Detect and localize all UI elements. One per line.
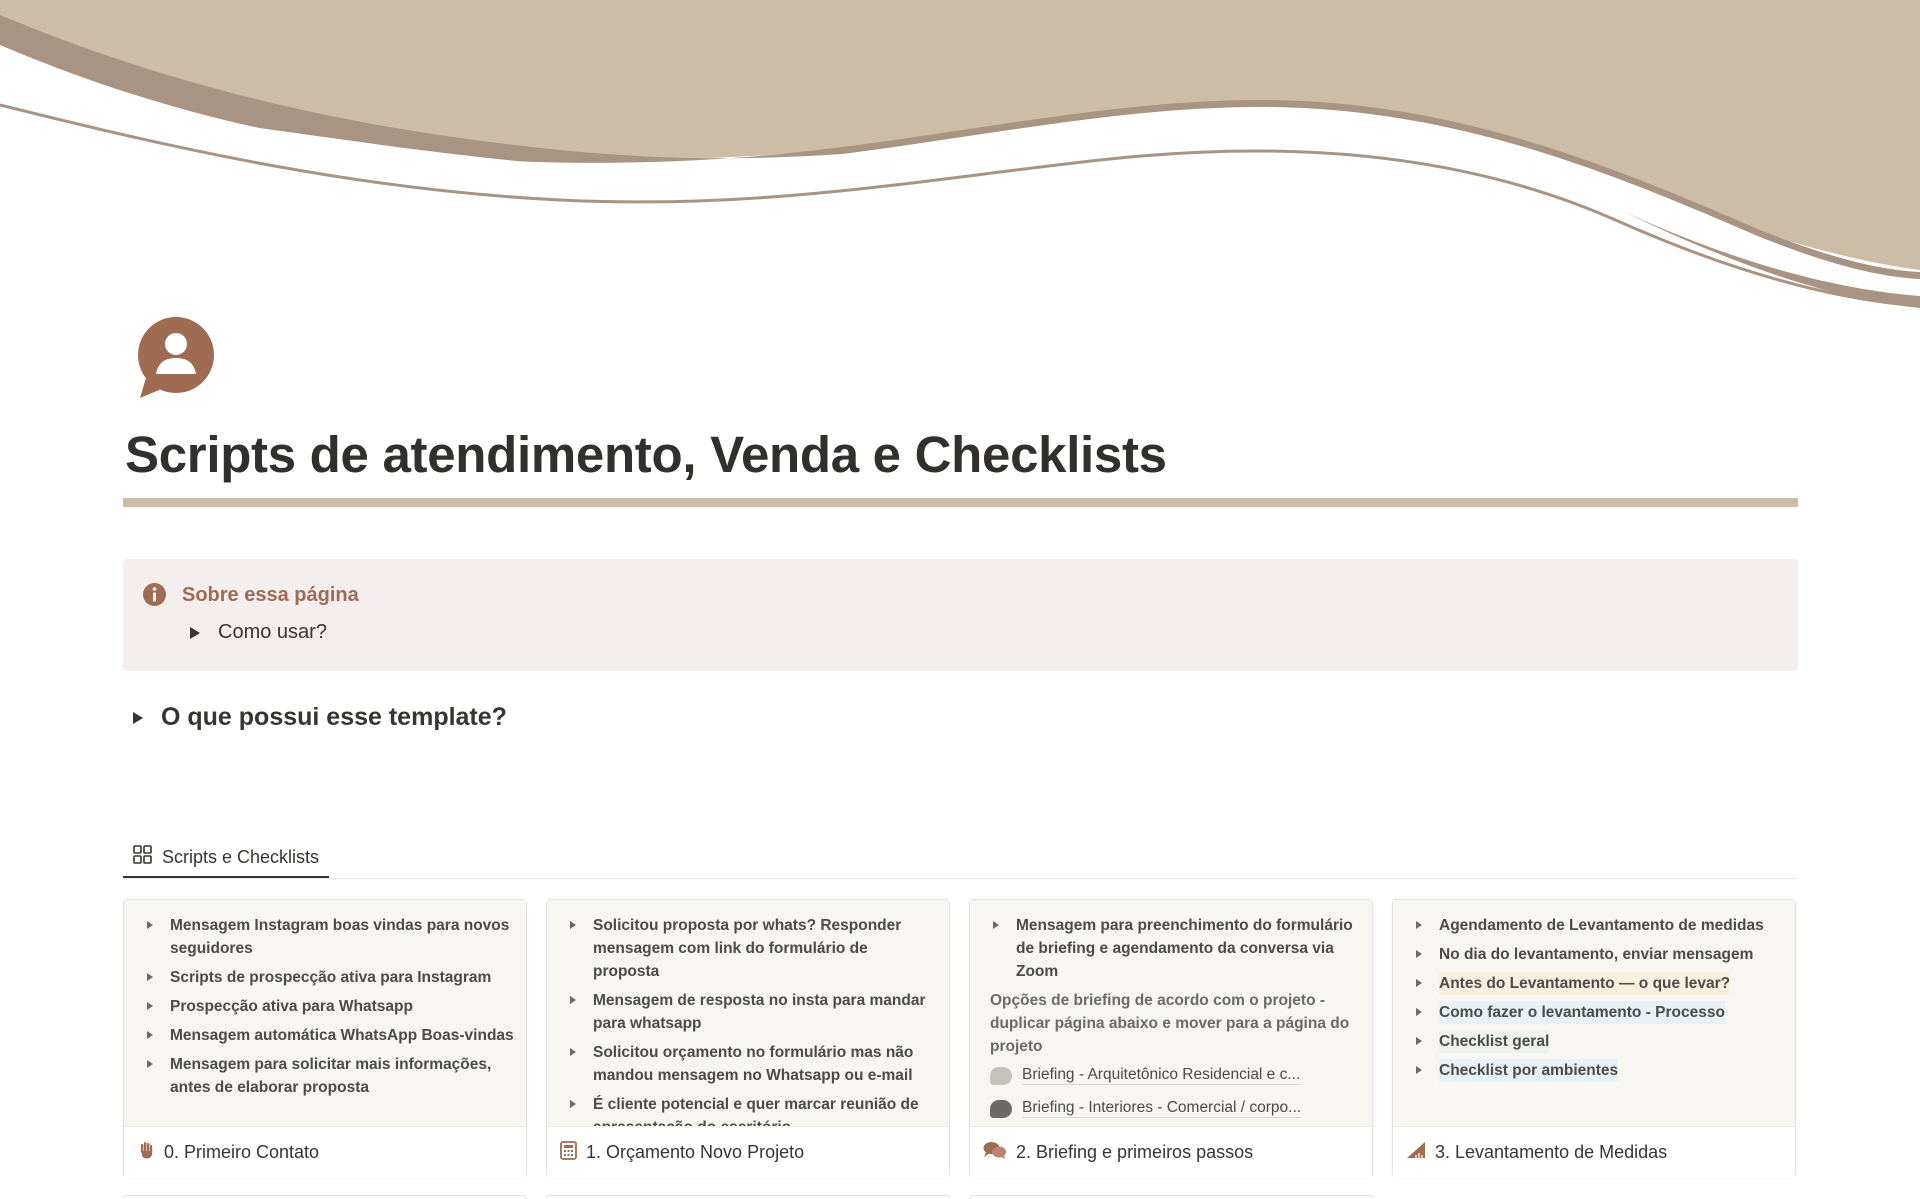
calculator-icon <box>560 1141 577 1165</box>
list-item: Mensagem de resposta no insta para mandar para whatsapp <box>567 989 937 1035</box>
toggle-arrow-icon <box>1416 1037 1422 1045</box>
card-preview <box>1393 900 1795 1126</box>
toggle-arrow-icon <box>570 1048 576 1056</box>
ruler-triangle-icon <box>1406 1141 1426 1164</box>
toggle-arrow-icon <box>570 1100 576 1108</box>
list-item: Prospecção ativa para Whatsapp <box>144 995 514 1018</box>
callout-title: Sobre essa página <box>182 584 359 606</box>
card-title: 0. Primeiro Contato <box>164 1142 320 1162</box>
page-link[interactable]: Briefing - Interiores - Comercial / corpo... <box>990 1099 1360 1118</box>
list-item: Mensagem para preenchimento do formulário de briefing e agendamento da conversa via Zoom <box>990 914 1360 983</box>
toggle-arrow-icon <box>1416 1008 1422 1016</box>
cover-waves-image <box>0 0 1920 345</box>
card-title-bar[interactable] <box>970 1126 1372 1178</box>
list-item: Mensagem Instagram boas vindas para novos seguidores <box>144 914 514 960</box>
toggle-arrow-icon[interactable] <box>190 627 200 639</box>
speech-bubbles-icon <box>983 1141 1007 1164</box>
page-cover[interactable] <box>0 0 1920 345</box>
list-item: É cliente potencial e quer marcar reunião de <box>567 1093 937 1139</box>
list-item: Checklist por ambientes <box>1413 1059 1783 1082</box>
gallery-card-partial[interactable] <box>546 1195 950 1199</box>
toggle-arrow-icon <box>147 973 153 981</box>
toggle-arrow-icon <box>147 1002 153 1010</box>
list-item: Checklist geral <box>1413 1030 1783 1053</box>
card-title-bar[interactable] <box>124 1126 526 1178</box>
page-link[interactable]: Briefing - Arquitetônico Residencial e c... <box>990 1066 1360 1085</box>
toggle-arrow-icon <box>1416 950 1422 958</box>
card-title-bar[interactable] <box>1393 1126 1795 1178</box>
list-item: Agendamento de Levantamento de medidas <box>1413 914 1783 937</box>
gallery-card-briefing[interactable] <box>969 899 1373 1177</box>
card-title: 2. Briefing e primeiros passos <box>1016 1142 1254 1162</box>
toggle-arrow-icon <box>147 1060 153 1068</box>
toggle-arrow-icon <box>1416 1066 1422 1074</box>
card-preview <box>124 900 526 1126</box>
how-to-use-toggle[interactable] <box>190 621 327 644</box>
person-speech-bubble-icon[interactable] <box>136 318 218 400</box>
gallery-card-primeiro-contato[interactable] <box>123 899 527 1177</box>
toggle-label: Como usar? <box>218 621 327 643</box>
tab-label: Scripts e Checklists <box>162 846 320 867</box>
toggle-arrow-icon <box>570 921 576 929</box>
list-item: Solicitou proposta por whats? Responder mensagem com link do formulário de proposta <box>567 914 937 983</box>
gallery-card-partial[interactable] <box>969 1195 1373 1199</box>
gallery-card-partial[interactable] <box>123 1195 527 1199</box>
tab-scripts-checklists[interactable] <box>123 838 329 879</box>
list-item: Solicitou orçamento no formulário mas não mandou mensagem no Whatsapp ou e-mail <box>567 1041 937 1087</box>
gallery-card-orcamento[interactable] <box>546 899 950 1177</box>
toggle-arrow-icon[interactable] <box>133 712 143 724</box>
template-contents-toggle[interactable] <box>133 703 507 732</box>
toggle-heading: O que possui esse template? <box>161 703 507 731</box>
gallery-view-icon <box>133 845 152 869</box>
toggle-arrow-icon <box>570 996 576 1004</box>
page-title[interactable]: Scripts de atendimento, Venda e Checklists <box>125 426 1167 483</box>
list-item: Scripts de prospecção ativa para Instagram <box>144 966 514 989</box>
card-preview <box>547 900 949 1126</box>
toggle-arrow-icon <box>147 921 153 929</box>
title-divider <box>123 498 1798 507</box>
database-divider <box>123 878 1798 879</box>
toggle-arrow-icon <box>1416 921 1422 929</box>
about-page-callout <box>123 559 1798 671</box>
card-title-bar[interactable] <box>547 1126 949 1178</box>
toggle-arrow-icon <box>147 1031 153 1039</box>
toggle-arrow-icon <box>1416 979 1422 987</box>
raised-hand-icon <box>137 1141 155 1164</box>
speech-bubble-icon <box>990 1067 1012 1085</box>
list-item: No dia do levantamento, enviar mensagem <box>1413 943 1783 966</box>
card-paragraph: Opções de briefing de acordo com o projeto - duplicar página abaixo e mover para a página do projeto <box>990 992 1350 1055</box>
info-circle-icon <box>142 582 167 607</box>
list-item: Como fazer o levantamento - Processo <box>1413 1001 1783 1024</box>
list-item: Mensagem automática WhatsApp Boas-vindas <box>144 1024 514 1047</box>
speech-bubble-icon <box>990 1100 1012 1118</box>
card-preview <box>970 900 1372 1126</box>
list-item: Antes do Levantamento — o que levar? <box>1413 972 1783 995</box>
card-title: 3. Levantamento de Medidas <box>1435 1142 1668 1162</box>
card-title: 1. Orçamento Novo Projeto <box>586 1142 805 1162</box>
gallery-card-levantamento[interactable] <box>1392 899 1796 1177</box>
toggle-arrow-icon <box>993 921 999 929</box>
list-item: Mensagem para solicitar mais informações, antes de elaborar proposta <box>144 1053 514 1099</box>
